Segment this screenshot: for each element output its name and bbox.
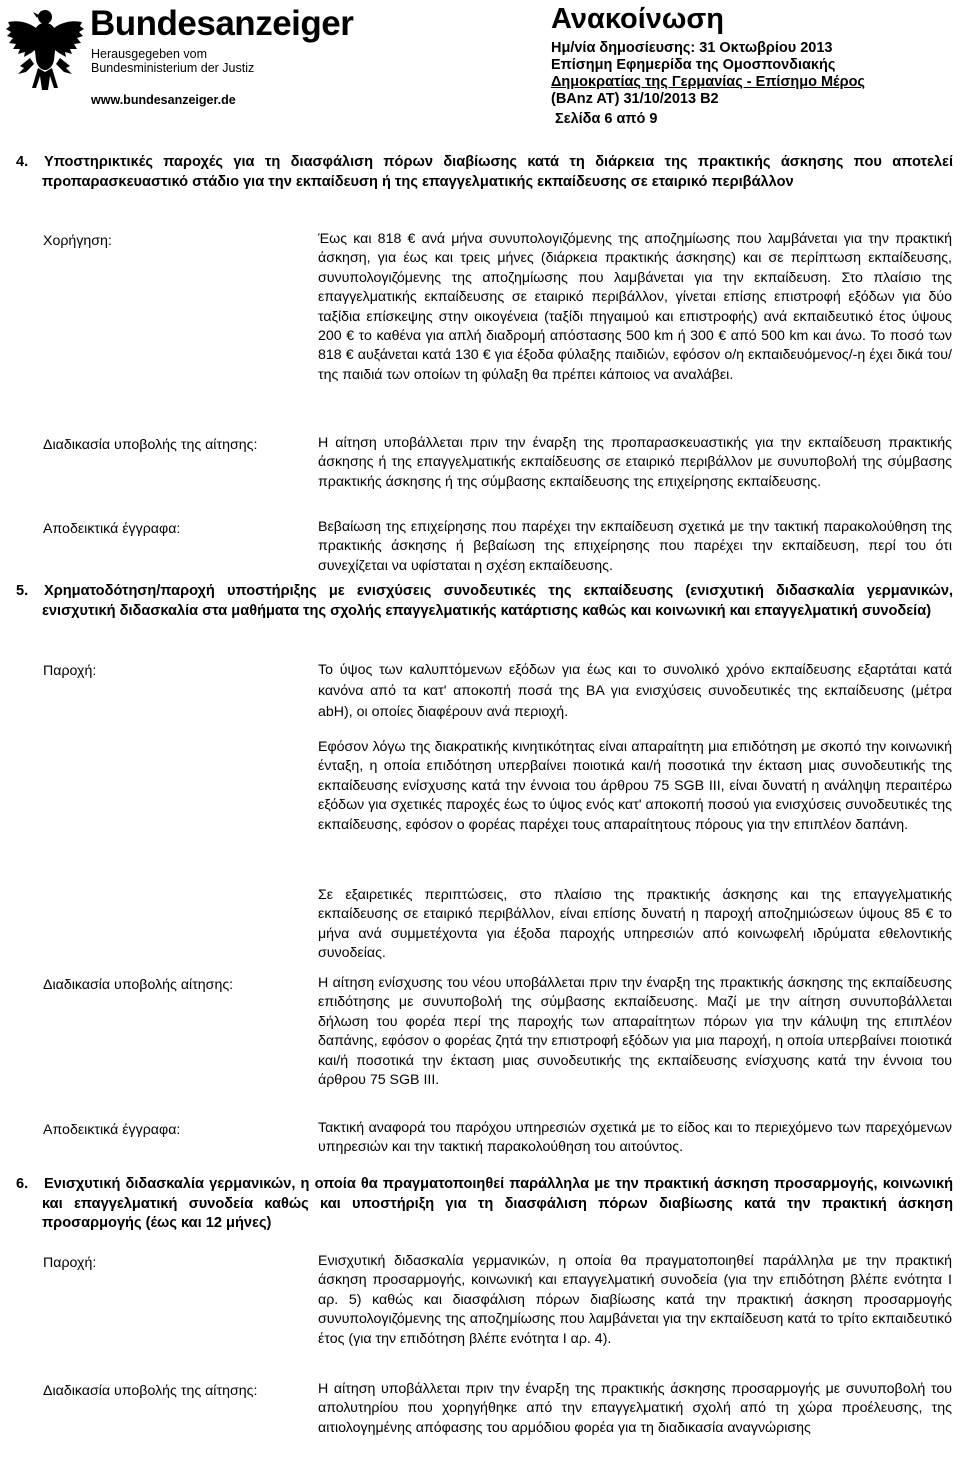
section-5-application-text: Η αίτηση ενίσχυσης του νέου υποβάλλεται πριν την έναρξη της πρακτικής άσκησης της εκπαίδευσης επιδότησης με συνυποβολή της σύμβασης εκπαίδευσης. Μαζί με την αίτηση συνυποβάλλεται δήλωση του φορέα περί της παροχής των απαραίτητων πόρων για την κάλυψη της επιπλέον δαπάνης, εφόσον ο φορέας ζητά την επιστροφή εξόδων για μια παροχή, η οποία υπερβαίνει ποιοτικά και/ή ποσοτικά την έκταση μιας συνοδευτικής της εκπαίδευσης ενίσχυσης κατά την έννοια του άρθρου 75 SGB III. — [318, 975, 952, 1089]
section-5-title — [16, 582, 953, 621]
section-5-label-application: Διαδικασία υποβολής αίτησης: — [43, 977, 234, 993]
section-4-label-grant: Χορήγηση: — [43, 233, 112, 249]
section-number: 6. — [16, 1176, 29, 1192]
section-4-label-application: Διαδικασία υποβολής της αίτησης: — [43, 437, 258, 453]
section-4-title — [16, 153, 953, 192]
brand-name: Bundesanzeiger — [90, 4, 354, 43]
publication-title: Ανακοίνωση — [551, 3, 724, 35]
section-6-label-application: Διαδικασία υποβολής της αίτησης: — [43, 1383, 258, 1399]
section-heading: Υποστηρικτικές παροχές για τη διασφάλιση πόρων διαβίωσης κατά τη διάρκεια της πρακτικής άσκησης που αποτελεί προπαρασκευαστικό στάδιο για την εκπαίδευση ή της επαγγελματικής εκπαίδευσης σε εταιρικό περιβάλλον — [42, 154, 953, 190]
publication-date: Ημ/νία δημοσίευσης: 31 Οκτωβρίου 2013 — [551, 40, 833, 56]
section-5-label-provision: Παροχή: — [43, 663, 97, 679]
brand-subtitle: Herausgegeben vom Bundesministerium der Justiz — [91, 47, 255, 75]
section-5-provision-text-2: Εφόσον λόγω της διακρατικής κινητικότητας είναι απαραίτητη μια επιδότηση με σκοπό την κοινωνική ένταξη, η οποία επιδότηση υπερβαίνει ποιοτικά και/ή ποσοτικά την έκταση μιας συνοδευτικής της εκπαίδευσης ενίσχυσης κατά την έννοια του άρθρου 75 SGB III, είναι δυνατή η ανάληψη περαιτέρω εξόδων για σχετικές παροχές έως το ύψος ενός κατ' αποκοπή ποσού για ενισχύσεις συνοδευτικές της εκπαίδευσης, εφόσον ο φορέας παρέχει τους απαραίτητους πόρους για την επιπλέον δαπάνη. — [318, 739, 952, 833]
publication-gazette-line-1: Επίσημη Εφημερίδα της Ομοσπονδιακής — [551, 57, 836, 73]
brand-url[interactable]: www.bundesanzeiger.de — [91, 93, 236, 107]
section-heading: Χρηματοδότηση/παροχή υποστήριξης με ενισχύσεις συνοδευτικές της εκπαίδευσης (ενισχυτική διδασκαλία γερμανικών, ενισχυτική διδασκαλία στα μαθήματα της σχολής επαγγελματικής κατάρτισης καθώς και κοινωνική και επαγγελματική συνοδεία) — [42, 583, 953, 619]
section-5-provision-text-3: Σε εξαιρετικές περιπτώσεις, στο πλαίσιο της πρακτικής άσκησης και της επαγγελματικής εκπαίδευσης σε εταιρικό περιβάλλον, είναι επίσης δυνατή η παροχή αποζημιώσεων ύψους 85 € το μήνα ανά συμμετέχοντα για έξοδα παροχής υπηρεσιών από κοινωφελή ιδρύματα εθελοντικής συνοδείας. — [318, 887, 952, 962]
section-number: 5. — [16, 583, 29, 599]
section-5-evidence-text: Τακτική αναφορά του παρόχου υπηρεσιών σχετικά με το είδος και το περιεχόμενο των παρεχόμενων υπηρεσιών και την τακτική παρακολούθηση του αιτούντος. — [318, 1120, 952, 1156]
section-4-evidence-text: Βεβαίωση της επιχείρησης που παρέχει την εκπαίδευση σχετικά με την τακτική παρακολούθηση της πρακτικής άσκησης ή βεβαίωση της επιχείρησης που παρέχει την εκπαίδευση, περί του ότι συνεχίζεται να υφίσταται η σχέση εκπαίδευσης. — [318, 519, 952, 574]
section-5-provision-text-1: Το ύψος των καλυπτόμενων εξόδων για έως και το συνολικό χρόνο εκπαίδευσης εξαρτάται κατά κανόνα από τα κατ' αποκοπή ποσά της ΒΑ για ενισχύσεις συνοδευτικές της εκπαίδευσης (μέτρα abH), οι οποίες διαφέρουν ανά περιοχή. — [318, 662, 952, 720]
publication-gazette-line-2: Δημοκρατίας της Γερμανίας - Επίσημο Μέρος — [551, 74, 865, 90]
publication-reference: (BAnz AT) 31/10/2013 B2 — [551, 91, 719, 107]
federal-eagle-icon — [6, 4, 84, 94]
section-5-label-evidence: Αποδεικτικά έγγραφα: — [43, 1122, 181, 1138]
page-header — [0, 0, 960, 132]
section-heading: Ενισχυτική διδασκαλία γερμανικών, η οποία θα πραγματοποιηθεί παράλληλα με την πρακτική άσκηση προσαρμογής, κοινωνική και επαγγελματική συνοδεία καθώς και υποστήριξη για τη διασφάλιση πόρων διαβίωσης κατά την πρακτική άσκηση προσαρμογής (έως και 12 μήνες) — [42, 1176, 953, 1231]
page-number: Σελίδα 6 από 9 — [555, 111, 658, 127]
section-4-label-evidence: Αποδεικτικά έγγραφα: — [43, 521, 181, 537]
section-4-grant-text: Έως και 818 € ανά μήνα συνυπολογιζόμενης της αποζημίωσης που λαμβάνεται για την πρακτική άσκηση, για έως και τρεις μήνες (διάρκεια πρακτικής άσκησης) και σε περίπτωση εκπαίδευσης, συνυπολογιζόμενης της αποζημίωσης που λαμβάνεται για την εκπαίδευση. Στο πλαίσιο της επαγγελματικής εκπαίδευσης σε εταιρικό περιβάλλον, γίνεται επίσης επιστροφή εξόδων για δύο ταξίδια επίσκεψης στην οικογένεια (ταξίδι πηγαιμού και επιστροφής) ανά εκπαιδευτικό έτος ύψους 200 € το καθένα για απλή διαδρομή απόστασης 500 km ή 300 € από 500 km και άνω. Το ποσό των 818 € αυξάνεται κατά 130 € για έξοδα φύλαξης παιδιών, εφόσον ο/η εκπαιδευόμενος/-η έχει δικά του/της παιδιά των οποίων τη φύλαξη θα πρέπει κάποιος να αναλάβει. — [318, 231, 952, 383]
section-6-provision-text: Ενισχυτική διδασκαλία γερμανικών, η οποία θα πραγματοποιηθεί παράλληλα με την πρακτική άσκηση προσαρμογής, κοινωνική και επαγγελματική συνοδεία (για την επιδότηση βλέπε ενότητα Ι αρ. 5) καθώς και διασφάλιση πόρων διαβίωσης κατά την πρακτική άσκηση προσαρμογής συνυπολογιζόμενης της αποζημίωσης που λαμβάνεται για την εκπαίδευση κατά το τρίτο εκπαιδευτικό έτος (για την επιδότηση βλέπε ενότητα Ι αρ. 4). — [318, 1253, 952, 1347]
section-6-title — [16, 1175, 953, 1234]
section-4-application-text: Η αίτηση υποβάλλεται πριν την έναρξη της προπαρασκευαστικής για την εκπαίδευση πρακτικής άσκησης ή της επαγγελματικής εκπαίδευσης σε εταιρικό περιβάλλον με συνυποβολή της σύμβασης πρακτικής άσκησης ή της σύμβασης εκπαίδευσης της επιχείρησης εκπαίδευσης. — [318, 435, 952, 490]
section-number: 4. — [16, 154, 29, 170]
section-6-application-text: Η αίτηση υποβάλλεται πριν την έναρξη της πρακτικής άσκησης προσαρμογής με συνυποβολή του απολυτηρίου που χορηγήθηκε από την επαγγελματική σχολή από τη χώρα προέλευσης, της αιτιολογημένης απόφασης του αρμόδιου φορέα για τη διαδικασία αναγνώρισης — [318, 1381, 952, 1436]
section-6-label-provision: Παροχή: — [43, 1255, 97, 1271]
